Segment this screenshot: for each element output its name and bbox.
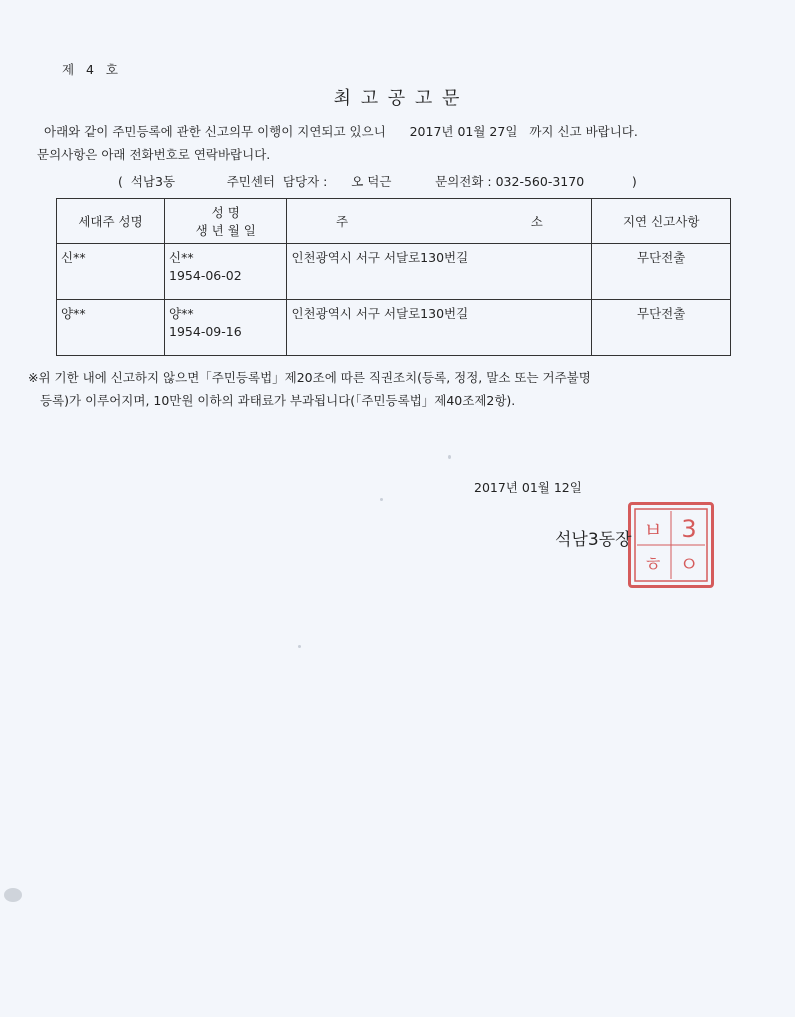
header-delayed-report: 지연 신고사항 [592,199,731,244]
contact-phone-label: 문의전화 : [435,174,492,189]
cell-address: 인천광역시 서구 서달로130번길 [287,300,592,356]
table-row [57,244,731,300]
speck-mark [448,455,451,459]
contact-open-paren: ( [118,174,123,189]
official-seal-icon [628,502,714,588]
issue-date: 2017년 01월 12일 [474,480,582,495]
cell-name: 신** [169,250,194,265]
contact-center-label: 주민센터 담당자 : [226,174,328,189]
table-row [57,300,731,356]
intro-text-line-1: 아래와 같이 주민등록에 관한 신고의무 이행이 지연되고 있으니 2017년 01월 27일 까지 신고 바랍니다. [44,124,638,139]
speck-mark [380,498,383,501]
svg-text:ㅂ: ㅂ [643,518,663,542]
table-header-row [57,199,731,244]
contact-phone: 032-560-3170 [495,174,585,189]
header-name-birth [165,199,287,244]
notice-number: 제 4 호 [62,62,118,77]
header-name: 성 명 [211,205,240,220]
speck-mark [4,888,22,902]
svg-text:ㅎ: ㅎ [643,552,663,576]
cell-birth: 1954-06-02 [169,268,242,283]
document-title: 최 고 공 고 문 [333,88,462,109]
cell-household-head: 신** [57,244,165,300]
svg-text:ㅇ: ㅇ [679,552,699,576]
svg-text:3: 3 [681,515,697,543]
contact-info [118,172,637,190]
cell-name: 양** [169,306,194,321]
warning-text-line-1: ※위 기한 내에 신고하지 않으면「주민등록법」제20조에 따른 직권조치(등록, 정정, 말소 또는 거주불명 [28,370,591,385]
contact-officer: 오 덕근 [351,174,392,189]
cell-name-birth [165,244,287,300]
header-household-head: 세대주 성명 [57,199,165,244]
cell-address: 인천광역시 서구 서달로130번길 [287,244,592,300]
cell-name-birth [165,300,287,356]
records-table [56,198,731,356]
warning-text-line-2: 등록)가 이루어지며, 10만원 이하의 과태료가 부과됩니다(「주민등록법」제40조제2항). [40,393,516,408]
cell-delayed-report: 무단전출 [592,300,731,356]
contact-office: 석남3동 [130,174,176,189]
intro-text-line-2: 문의사항은 아래 전화번호로 연락바랍니다. [37,147,271,162]
header-birth: 생 년 월 일 [195,223,256,238]
speck-mark [298,645,301,648]
cell-household-head: 양** [57,300,165,356]
cell-delayed-report: 무단전출 [592,244,731,300]
signer-name: 석남3동장 [555,530,632,550]
contact-close-paren: ) [631,174,637,189]
cell-birth: 1954-09-16 [169,324,242,339]
header-address: 주 소 [287,199,592,244]
